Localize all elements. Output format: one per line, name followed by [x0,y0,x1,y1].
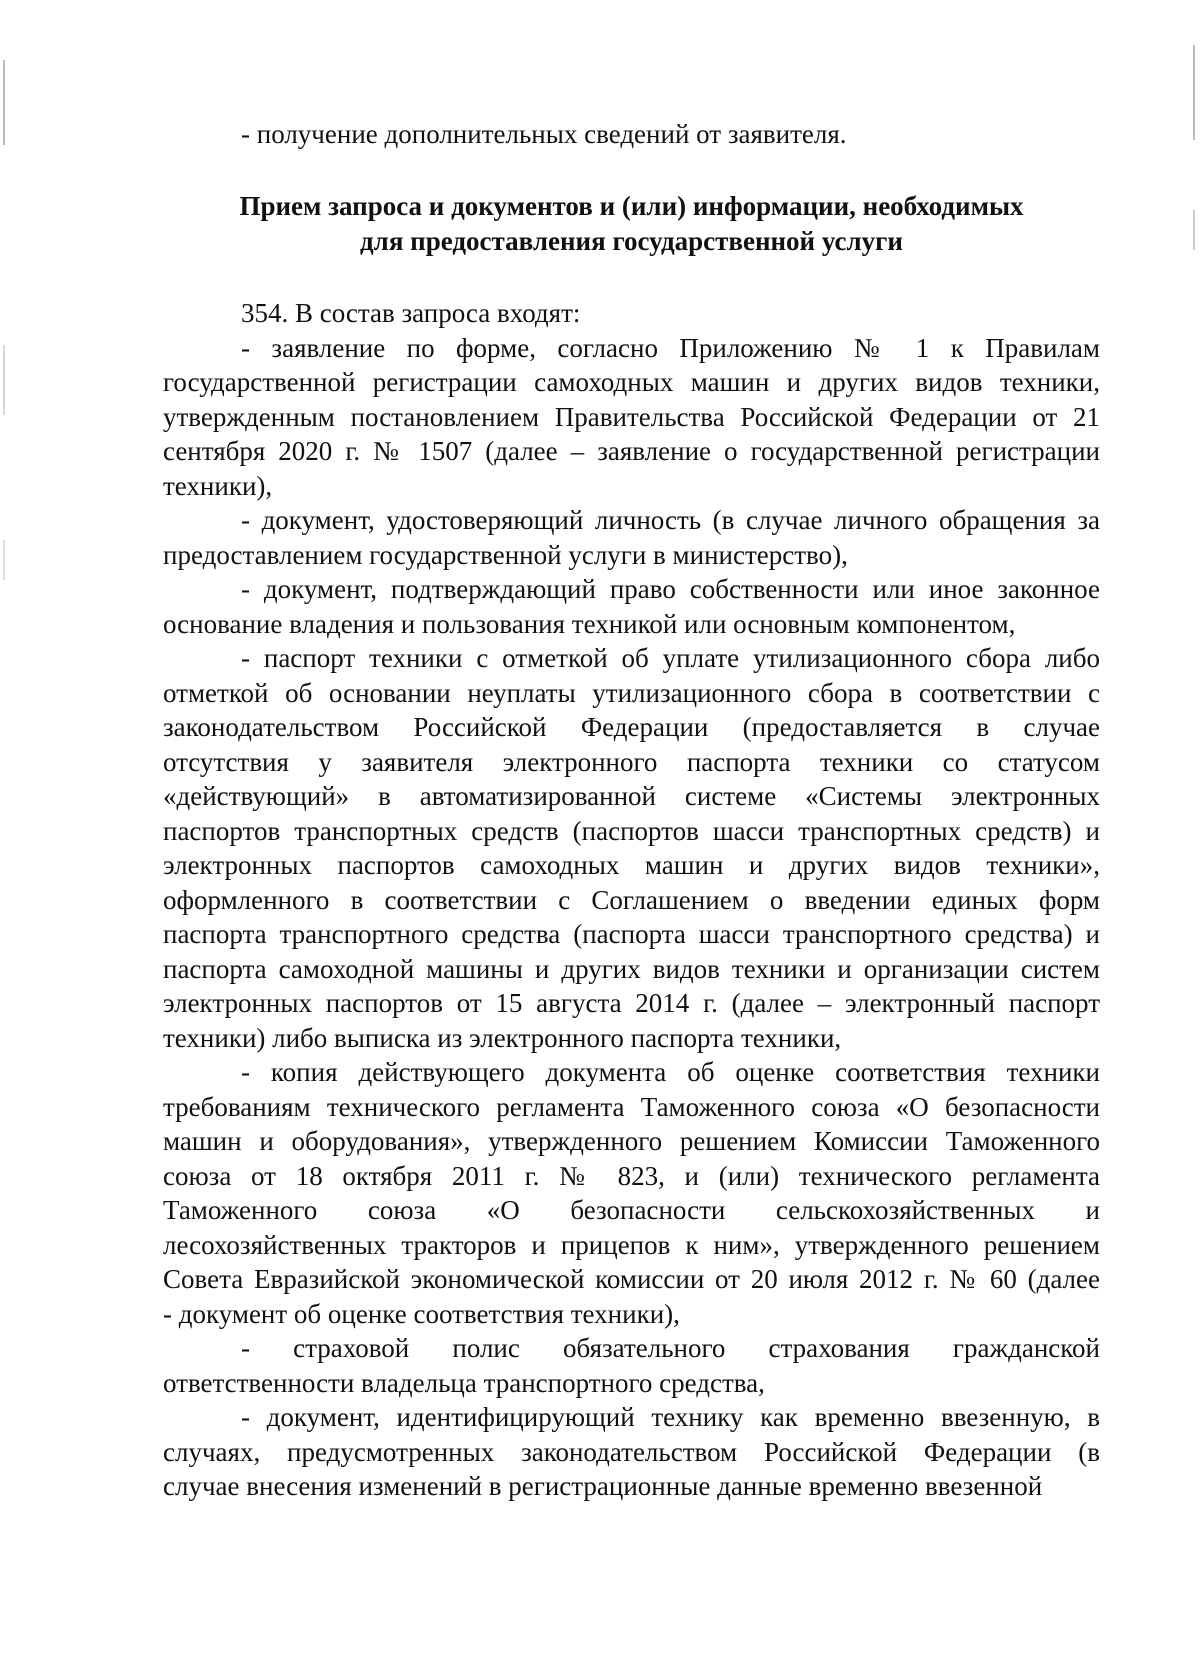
text-line: Таможенного союза «О безопасности сельскохозяйственных и [163,1195,1100,1225]
list-item [163,1055,1100,1331]
text-line: законодательством Российской Федерации (предоставляется в случае [163,712,1100,742]
text-line: случае внесения изменений в регистрационные данные временно ввезенной [163,1471,1043,1501]
heading-line: для предоставления государственной услуги [360,226,903,256]
list-item [163,1400,1100,1504]
text-line: - документ об оценке соответствия техники), [163,1298,680,1329]
text-line: техники), [163,470,273,501]
heading-line: Прием запроса и документов и (или) информации, необходимых [239,191,1024,221]
text-line: случаях, предусмотренных законодательством Российской Федерации (в [163,1436,1100,1467]
scan-edge-mark [3,345,5,415]
text-line: утвержденным постановлением Правительства Российской Федерации от 21 [163,401,1100,432]
text-line: предоставлением государственной услуги в министерство), [163,539,848,570]
list-item-text: - получение дополнительных сведений от заявителя. [241,119,847,149]
section-heading [163,189,1100,259]
list-item [163,641,1100,1055]
text-line: союза от 18 октября 2011 г. № 823, и (или) технического регламента [163,1160,1100,1191]
list-item [163,503,1100,572]
text-line: Совета Евразийской экономической комиссии от 20 июля 2012 г. № 60 (далее [163,1264,1100,1294]
list-item [163,331,1100,504]
text-line: техники) либо выписка из электронного паспорта техники, [163,1022,842,1053]
text-line: паспорта транспортного средства (паспорта шасси транспортного средства) и [163,919,1100,949]
text-line: электронных паспортов самоходных машин и других видов техники», [163,850,1100,880]
list-item [163,572,1100,641]
text-line: сентября 2020 г. № 1507 (далее – заявление о государственной регистрации [163,436,1100,466]
text-line: - документ, удостоверяющий личность (в случае личного обращения за [241,505,1100,535]
text-line: лесохозяйственных тракторов и прицепов к ним», утвержденного решением [163,1229,1100,1260]
text-line: требованиям технического регламента Таможенного союза «О безопасности [163,1091,1100,1122]
text-line: государственной регистрации самоходных машин и других видов техники, [163,367,1100,397]
text-line: оформленного в соответствии с Соглашением о введении единых форм [163,884,1100,915]
scan-edge-mark [3,60,5,145]
text-line: паспортов транспортных средств (паспортов шасси транспортных средств) и [163,815,1100,846]
text-line: машин и оборудования», утвержденного решением Комиссии Таможенного [163,1126,1100,1156]
text-line: ответственности владельца транспортного средства, [163,1367,765,1398]
list-item [163,1331,1100,1400]
text-line: основание владения и пользования техникой или основным компонентом, [163,608,1016,639]
text-line: - заявление по форме, согласно Приложению № 1 к Правилам [241,332,1100,363]
scan-edge-mark [3,540,5,580]
text-line: паспорта самоходной машины и других видов техники и организации систем [163,953,1100,984]
text-line: электронных паспортов от 15 августа 2014 г. (далее – электронный паспорт [163,988,1100,1018]
text-line: - документ, идентифицирующий технику как временно ввезенную, в [241,1402,1100,1432]
paragraph-list [163,296,1100,1504]
text-line: - паспорт техники с отметкой об уплате утилизационного сбора либо [241,643,1100,673]
text-line: - копия действующего документа об оценке соответствия техники [241,1057,1100,1087]
text-line: отсутствия у заявителя электронного паспорта техники со статусом [163,746,1100,777]
scan-edge-mark [1193,45,1195,140]
text-line: отметкой об основании неуплаты утилизационного сбора в соответствии с [163,677,1100,708]
scan-edge-mark [1193,210,1195,250]
text-line: - страховой полис обязательного страхования гражданской [241,1333,1100,1363]
document-body [163,117,1100,1504]
text-line: - документ, подтверждающий право собственности или иное законное [241,574,1100,604]
text-line: «действующий» в автоматизированной системе «Системы электронных [163,781,1100,811]
text-line: 354. В состав запроса входят: [241,298,581,328]
clause-intro [163,296,1100,331]
